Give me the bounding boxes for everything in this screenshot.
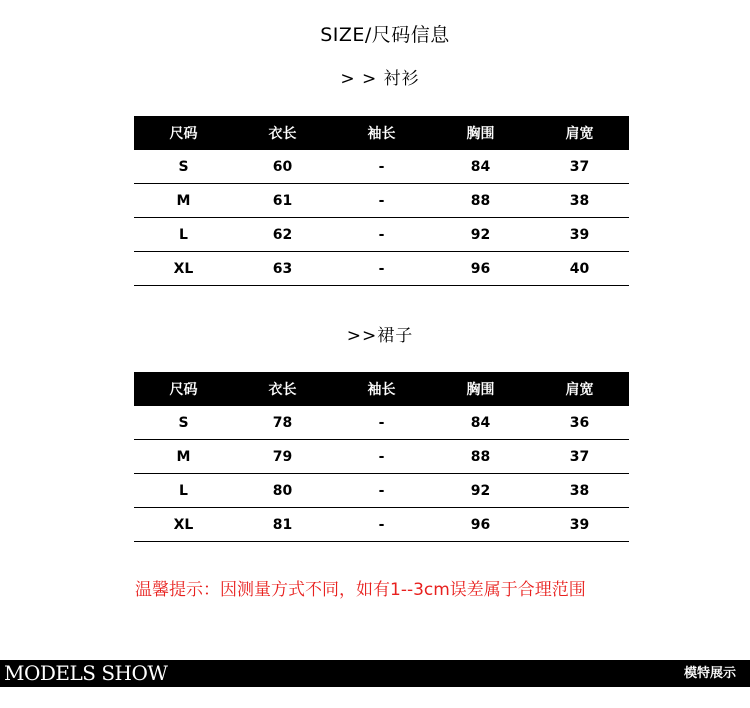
- header-shoulder: 肩宽: [530, 116, 629, 150]
- table-row: [134, 184, 629, 218]
- cell-length: 63: [233, 252, 332, 286]
- header-length: 衣长: [233, 372, 332, 406]
- cell-bust: 96: [431, 252, 530, 286]
- cell-bust: 88: [431, 184, 530, 218]
- cell-shoulder: 38: [530, 184, 629, 218]
- cell-length: 62: [233, 218, 332, 252]
- header-bust: 胸围: [431, 116, 530, 150]
- cell-size: S: [134, 406, 233, 440]
- measurement-tip: 温馨提示：因测量方式不同，如有1--3cm误差属于合理范围: [135, 580, 586, 600]
- header-bust: 胸围: [431, 372, 530, 406]
- cell-shoulder: 36: [530, 406, 629, 440]
- cell-length: 81: [233, 508, 332, 542]
- table-row: [134, 474, 629, 508]
- cell-sleeve: -: [332, 184, 431, 218]
- cell-sleeve: -: [332, 474, 431, 508]
- table-row: [134, 406, 629, 440]
- cell-sleeve: -: [332, 150, 431, 184]
- cell-length: 79: [233, 440, 332, 474]
- cell-sleeve: -: [332, 440, 431, 474]
- cell-length: 60: [233, 150, 332, 184]
- cell-size: L: [134, 218, 233, 252]
- table-row: [134, 252, 629, 286]
- cell-size: XL: [134, 508, 233, 542]
- table-header-row: [134, 116, 629, 150]
- table-row: [134, 508, 629, 542]
- table-row: [134, 440, 629, 474]
- cell-size: M: [134, 440, 233, 474]
- cell-length: 80: [233, 474, 332, 508]
- shirt-size-table: [134, 116, 629, 286]
- cell-shoulder: 38: [530, 474, 629, 508]
- header-sleeve: 袖长: [332, 116, 431, 150]
- cell-bust: 92: [431, 218, 530, 252]
- cell-length: 61: [233, 184, 332, 218]
- cell-length: 78: [233, 406, 332, 440]
- cell-size: L: [134, 474, 233, 508]
- header-size: 尺码: [134, 372, 233, 406]
- header-size: 尺码: [134, 116, 233, 150]
- table-row: [134, 218, 629, 252]
- cell-bust: 84: [431, 150, 530, 184]
- cell-size: M: [134, 184, 233, 218]
- banner-subtitle: 模特展示: [683, 666, 736, 681]
- cell-sleeve: -: [332, 508, 431, 542]
- header-shoulder: 肩宽: [530, 372, 629, 406]
- cell-size: XL: [134, 252, 233, 286]
- cell-bust: 84: [431, 406, 530, 440]
- cell-shoulder: 37: [530, 440, 629, 474]
- cell-sleeve: -: [332, 406, 431, 440]
- page-title: SIZE/尺码信息: [320, 24, 450, 46]
- banner-title: MODELS SHOW: [4, 661, 168, 685]
- table-row: [134, 150, 629, 184]
- cell-sleeve: -: [332, 252, 431, 286]
- cell-shoulder: 39: [530, 508, 629, 542]
- header-length: 衣长: [233, 116, 332, 150]
- skirt-section-heading: >>裙子: [346, 326, 414, 346]
- skirt-size-table: [134, 372, 629, 542]
- models-show-banner: [0, 660, 750, 687]
- cell-shoulder: 39: [530, 218, 629, 252]
- header-sleeve: 袖长: [332, 372, 431, 406]
- cell-bust: 92: [431, 474, 530, 508]
- cell-shoulder: 40: [530, 252, 629, 286]
- table-header-row: [134, 372, 629, 406]
- cell-sleeve: -: [332, 218, 431, 252]
- shirt-section-heading: > > 衬衫: [340, 69, 420, 89]
- cell-bust: 88: [431, 440, 530, 474]
- cell-bust: 96: [431, 508, 530, 542]
- cell-size: S: [134, 150, 233, 184]
- cell-shoulder: 37: [530, 150, 629, 184]
